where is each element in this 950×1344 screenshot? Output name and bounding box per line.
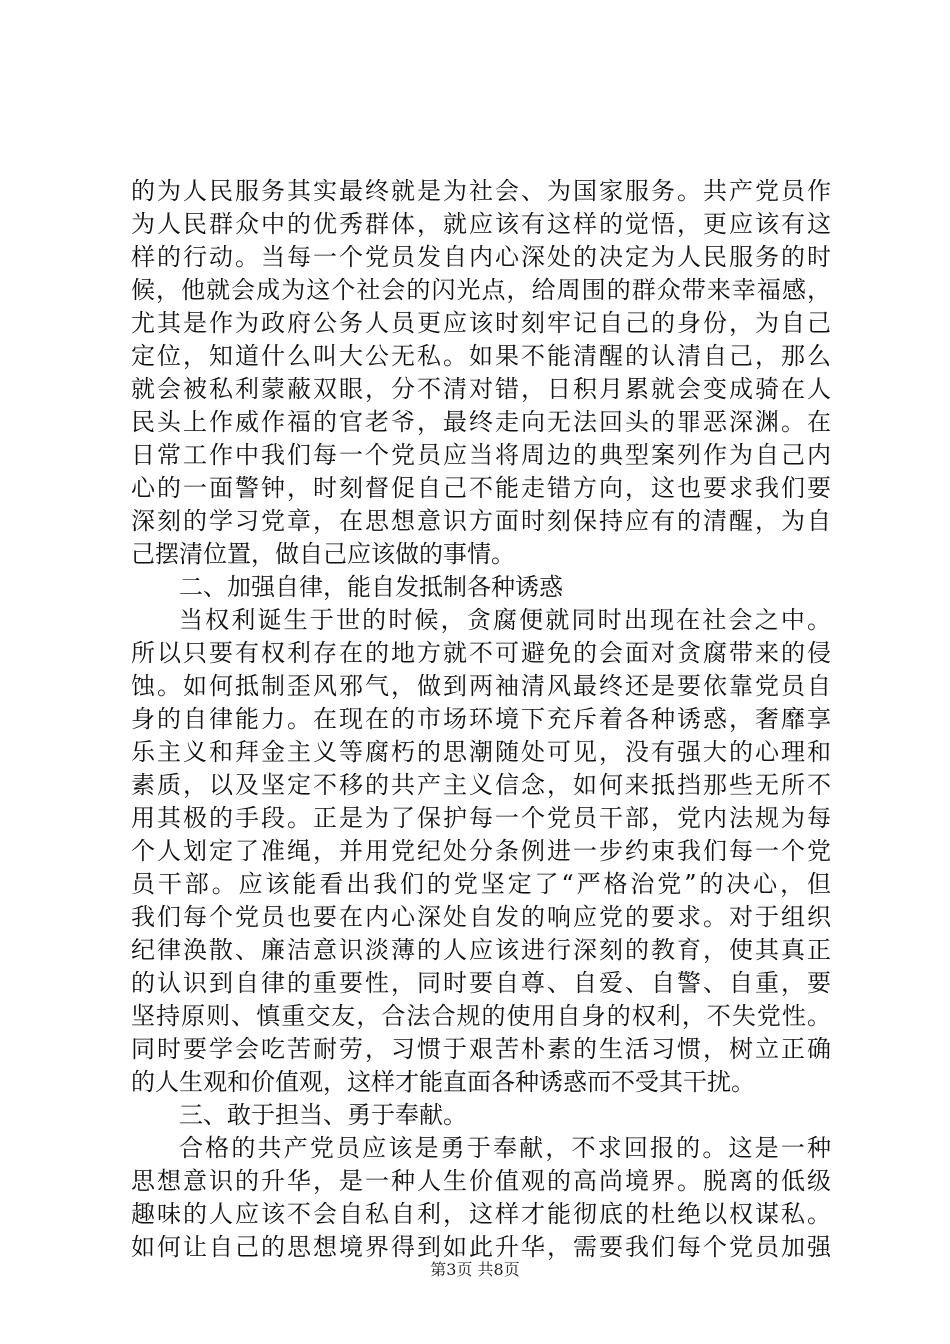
text-line: 的认识到自律的重要性，同时要自尊、自爱、自警、自重，要 <box>131 969 831 997</box>
text-line: 我们每个党员也要在内心深处自发的响应党的要求。对于组织 <box>131 903 831 931</box>
text-line: 坚持原则、慎重交友，合法合规的使用自身的权利，不失党性。 <box>131 1002 831 1030</box>
text-line: 民头上作威作福的官老爷，最终走向无法回头的罪恶深渊。在 <box>131 408 831 436</box>
page-footer: 第3页 共8页 <box>430 1260 520 1279</box>
text-line: 员干部。应该能看出我们的党坚定了“严格治党”的决心，但 <box>131 870 831 898</box>
text-line: 同时要学会吃苦耐劳，习惯于艰苦朴素的生活习惯，树立正确 <box>131 1035 831 1063</box>
text-line: 的人生观和价值观，这样才能直面各种诱惑而不受其干扰。 <box>131 1068 755 1096</box>
text-line: 心的一面警钟，时刻督促自己不能走错方向，这也要求我们要 <box>131 474 831 502</box>
document-body <box>131 175 831 1264</box>
text-line: 素质，以及坚定不移的共产主义信念，如何来抵挡那些无所不 <box>131 771 831 799</box>
text-line: 候，他就会成为这个社会的闪光点，给周围的群众带来幸福感， <box>131 276 831 304</box>
text-line: 的为人民服务其实最终就是为社会、为国家服务。共产党员作 <box>131 177 831 205</box>
text-line: 乐主义和拜金主义等腐朽的思潮随处可见，没有强大的心理和 <box>131 738 831 766</box>
text-line: 日常工作中我们每一个党员应当将周边的典型案列作为自己内 <box>131 441 831 469</box>
text-line: 如何让自己的思想境界得到如此升华，需要我们每个党员加强 <box>131 1233 831 1261</box>
text-line: 所以只要有权利存在的地方就不可避免的会面对贪腐带来的侵 <box>131 639 831 667</box>
section-heading: 二、加强自律，能自发抵制各种诱惑 <box>179 573 563 601</box>
text-line: 深刻的学习党章，在思想意识方面时刻保持应有的清醒，为自 <box>131 507 831 535</box>
text-line: 己摆清位置，做自己应该做的事情。 <box>131 540 515 568</box>
text-line: 个人划定了准绳，并用党纪处分条例进一步约束我们每一个党 <box>131 837 831 865</box>
text-line: 思想意识的升华，是一种人生价值观的高尚境界。脱离的低级 <box>131 1167 831 1195</box>
text-line: 定位，知道什么叫大公无私。如果不能清醒的认清自己，那么 <box>131 342 831 370</box>
text-line: 纪律涣散、廉洁意识淡薄的人应该进行深刻的教育，使其真正 <box>131 936 831 964</box>
section-heading: 三、敢于担当、勇于奉献。 <box>179 1101 467 1129</box>
text-line: 样的行动。当每一个党员发自内心深处的决定为人民服务的时 <box>131 243 831 271</box>
text-line: 用其极的手段。正是为了保护每一个党员干部，党内法规为每 <box>131 804 831 832</box>
text-line: 尤其是作为政府公务人员更应该时刻牢记自己的身份，为自己 <box>131 309 831 337</box>
text-line: 蚀。如何抵制歪风邪气，做到两袖清风最终还是要依靠党员自 <box>131 672 831 700</box>
text-line: 身的自律能力。在现在的市场环境下充斥着各种诱惑，奢靡享 <box>131 705 831 733</box>
text-line: 当权利诞生于世的时候，贪腐便就同时出现在社会之中。 <box>179 606 831 634</box>
text-line: 合格的共产党员应该是勇于奉献，不求回报的。这是一种 <box>179 1134 831 1162</box>
text-line: 就会被私利蒙蔽双眼，分不清对错，日积月累就会变成骑在人 <box>131 375 831 403</box>
text-line: 为人民群众中的优秀群体，就应该有这样的觉悟，更应该有这 <box>131 210 831 238</box>
text-line: 趣味的人应该不会自私自利，这样才能彻底的杜绝以权谋私。 <box>131 1200 831 1228</box>
